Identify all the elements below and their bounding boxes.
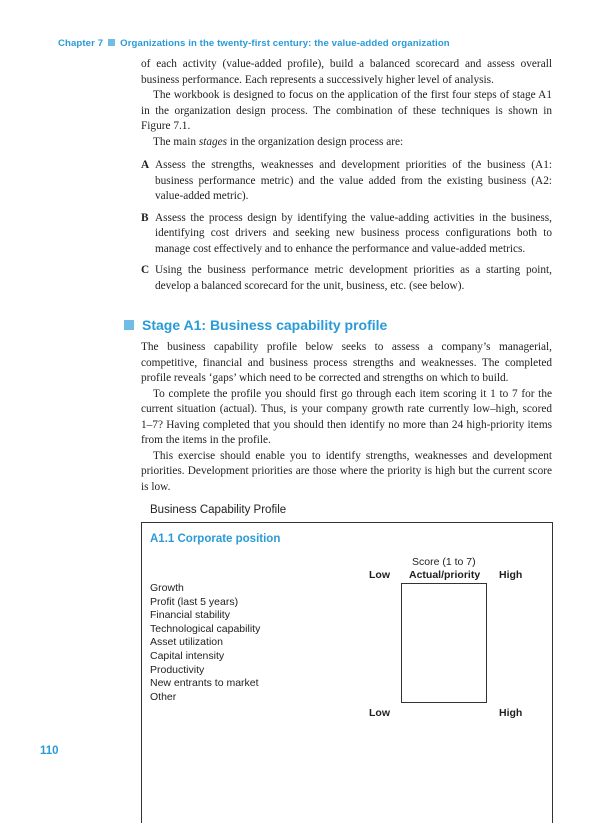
- stages-list: [141, 158, 552, 294]
- chapter-title: Organizations in the twenty-first century: the value-added organization: [120, 38, 450, 49]
- section-heading: [124, 317, 387, 333]
- list-item: Financial stability: [150, 609, 230, 622]
- high-label: High: [499, 569, 523, 581]
- list-item: [141, 211, 552, 258]
- list-item: Capital intensity: [150, 649, 225, 662]
- text: The main: [153, 135, 199, 148]
- list-item: Technological capability: [150, 622, 261, 635]
- score-entry-box[interactable]: [401, 583, 487, 703]
- list-text: Assess the strengths, weaknesses and development priorities of the business (A1: business performance metric) and the value added from the existing business (A2: value-added metric).: [155, 159, 552, 202]
- square-bullet-icon: [108, 39, 115, 46]
- text: in the organization design process are:: [227, 135, 404, 148]
- paragraph: To complete the profile you should first go through each item scoring it 1 to 7 for the current situation (actual). Thus, is your company growth rate currently low–high, scored 1–7? Having completed that you should then identify no more than 24 high-priority items from the items in the profile.: [141, 387, 552, 446]
- page-number: 110: [40, 745, 59, 757]
- emphasis: stages: [198, 135, 228, 148]
- paragraph: This exercise should enable you to identify strengths, weaknesses and development priorities. Development priorities are those where the priority is high but the current score is low.: [141, 449, 552, 493]
- list-text: Assess the process design by identifying the value-adding activities in the business, identifying cost drivers and seeking new business process configurations both to manage cost effectively and to enhance the performance and value-added metrics.: [155, 211, 552, 255]
- list-key: C: [141, 264, 150, 276]
- square-bullet-icon: [124, 320, 134, 330]
- paragraph: The workbook is designed to focus on the application of the first four steps of stage A1 in the organization design process. The combination of these techniques is shown in Figure 7.1.: [141, 89, 552, 132]
- list-item: Asset utilization: [150, 636, 223, 649]
- profile-box: [141, 522, 553, 823]
- paragraph: of each activity (value-added profile), build a balanced scorecard and assess overall business performance. Each represents a successively higher level of analysis.: [141, 58, 552, 86]
- list-item: [141, 158, 552, 205]
- list-text: Using the business performance metric development priorities as a starting point, develop a balanced scorecard for the unit, business, etc. (see below).: [155, 264, 552, 292]
- high-label: High: [499, 707, 523, 719]
- list-item: Growth: [150, 582, 184, 594]
- actual-priority-label: Actual/priority: [409, 569, 481, 581]
- section-text: [141, 340, 552, 495]
- list-item: Productivity: [150, 663, 205, 676]
- chapter-label: Chapter 7: [58, 38, 104, 49]
- paragraph: [141, 135, 552, 151]
- list-key: B: [141, 211, 149, 224]
- profile-subsection-title: A1.1 Corporate position: [150, 533, 281, 545]
- paragraph: The business capability profile below seeks to assess a company’s managerial, competitive, financial and business process strengths and weaknesses. The completed profile reveals ‘gaps’ which need to be corrected and strengths on which to build.: [141, 341, 552, 384]
- profile-title: Business Capability Profile: [150, 504, 287, 516]
- low-label: Low: [369, 569, 390, 581]
- running-header: [58, 38, 450, 49]
- score-label: Score (1 to 7): [412, 556, 476, 568]
- profile-items: [150, 582, 260, 704]
- list-item: [141, 263, 552, 294]
- list-item: New entrants to market: [150, 677, 259, 690]
- list-item: Other: [150, 690, 177, 703]
- intro-text: [141, 57, 552, 300]
- list-item: Profit (last 5 years): [150, 595, 239, 608]
- low-label: Low: [369, 707, 390, 719]
- section-title: Stage A1: Business capability profile: [142, 317, 388, 333]
- list-key: A: [141, 159, 150, 171]
